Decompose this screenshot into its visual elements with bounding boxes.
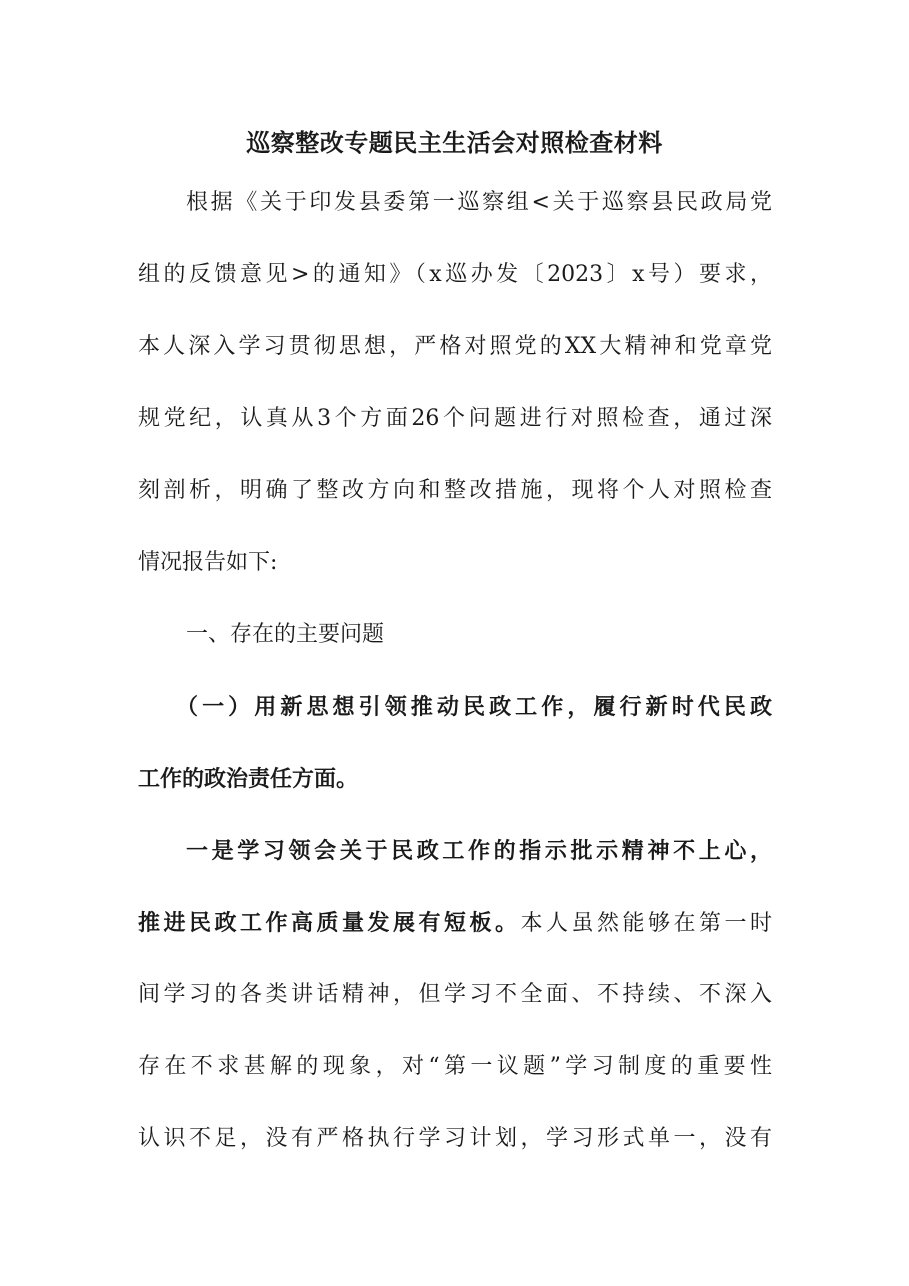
intro-line-6: 情况报告如下: [138,550,278,575]
point1-line-5: 认识不足，没有严格执行学习计划，学习形式单一，没有 [138,1126,772,1151]
intro-line-4: 规党纪，认真从3个方面26个问题进行对照检查，通过深 [138,406,772,431]
point1-line-2 [138,903,772,944]
point1-line-4: 存在不求甚解的现象，对“第一议题”学习制度的重要性 [138,1054,772,1079]
point1-line-1: 一是学习领会关于民政工作的指示批示精神不上心， [186,838,772,864]
point1-normal-text: 本人虽然能够在第一时 [520,911,772,936]
point1-bold-text: 推进民政工作高质量发展有短板。 [138,910,521,936]
subsection-line-2: 工作的政治责任方面。 [138,766,359,792]
document-title: 巡察整改专题民主生活会对照检查材料 [246,128,663,157]
subsection-line-1: （一）用新思想引领推动民政工作，履行新时代民政 [176,694,772,720]
intro-line-5: 刻剖析，明确了整改方向和整改措施，现将个人对照检查 [138,478,772,503]
intro-line-3: 本人深入学习贯彻思想，严格对照党的XX大精神和党章党 [138,334,772,359]
point1-line-3: 间学习的各类讲话精神，但学习不全面、不持续、不深入 [138,982,772,1007]
intro-line-2: 组的反馈意见>的通知》（x巡办发〔2023〕x号）要求， [138,262,772,287]
section-heading: 一、存在的主要问题 [186,622,385,647]
intro-line-1: 根据《关于印发县委第一巡察组<关于巡察县民政局党 [186,190,772,215]
